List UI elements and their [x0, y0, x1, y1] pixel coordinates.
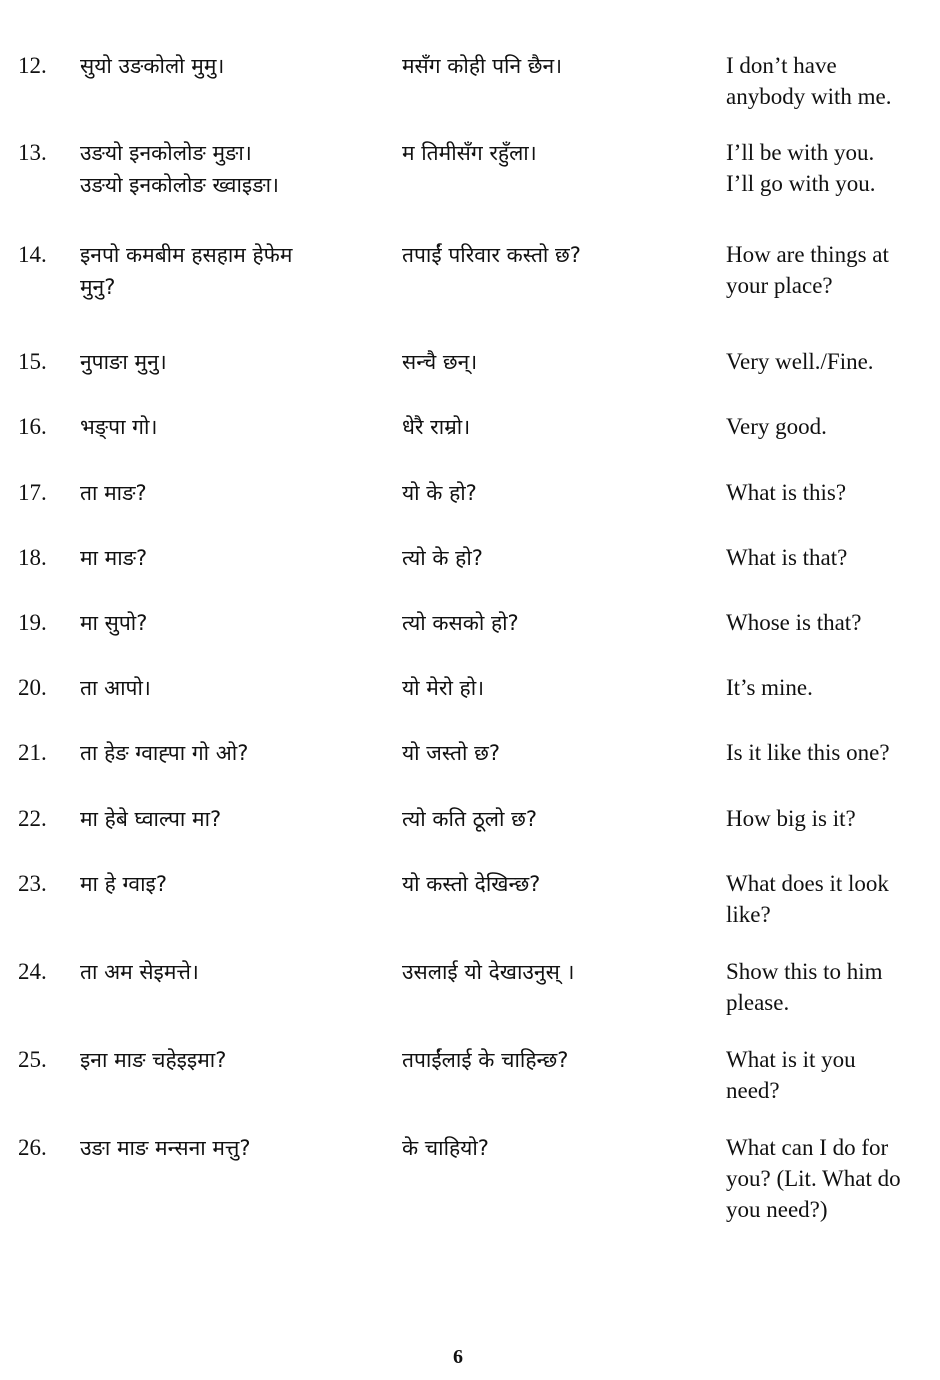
nepali-text-column: [402, 672, 702, 704]
nepali-text-line: सन्चै छन्।: [402, 350, 478, 374]
english-text-line: need?: [726, 1078, 780, 1103]
english-text-column: [726, 737, 931, 768]
nepali-text-column: [402, 956, 702, 988]
limbu-text-line: मा हे ग्वाइ?: [80, 872, 167, 896]
nepali-text-line: यो जस्तो छ?: [402, 741, 500, 765]
english-text-line: you? (Lit. What do: [726, 1166, 901, 1191]
limbu-text-line: ता आपो।: [80, 676, 151, 700]
limbu-text-line: मा सुपो?: [80, 611, 148, 635]
limbu-text-line: इना माङ चहेइइमा?: [80, 1048, 227, 1072]
english-text-line: I’ll go with you.: [726, 171, 876, 196]
page-number: 6: [453, 1346, 463, 1368]
limbu-text-column: [80, 737, 380, 769]
limbu-text-line: ता माङ?: [80, 481, 147, 505]
nepali-text-column: [402, 239, 702, 271]
english-text-line: Is it like this one?: [726, 740, 890, 765]
nepali-text-column: [402, 607, 702, 639]
limbu-text-line: उङा माङ मन्सना मत्तु?: [80, 1136, 251, 1160]
english-text-line: Whose is that?: [726, 610, 862, 635]
english-text-line: What is it you: [726, 1047, 856, 1072]
english-text-line: What can I do for: [726, 1135, 889, 1160]
english-text-line: I don’t have: [726, 53, 837, 78]
english-text-line: you need?): [726, 1197, 828, 1222]
english-text-line: What is this?: [726, 480, 847, 505]
limbu-text-line: मा हेबे घ्वाल्पा मा?: [80, 807, 222, 831]
nepali-text-column: [402, 477, 702, 509]
limbu-text-line: मा माङ?: [80, 546, 148, 570]
nepali-text-line: त्यो कसको हो?: [402, 611, 519, 635]
nepali-text-column: [402, 737, 702, 769]
english-text-line: Very well./Fine.: [726, 349, 874, 374]
limbu-text-column: [80, 239, 380, 303]
english-text-line: your place?: [726, 273, 833, 298]
nepali-text-column: [402, 542, 702, 574]
english-text-column: [726, 346, 931, 377]
nepali-text-line: यो कस्तो देखिन्छ?: [402, 872, 541, 896]
entry-number: 17.: [18, 480, 47, 505]
english-text-column: [726, 411, 931, 442]
entry-number: 15.: [18, 349, 47, 374]
english-text-line: What does it look: [726, 871, 889, 896]
nepali-text-line: त्यो कति ठूलो छ?: [402, 807, 538, 831]
english-text-column: [726, 137, 931, 199]
english-text-line: How are things at: [726, 242, 889, 267]
english-text-column: [726, 1132, 931, 1225]
limbu-text-column: [80, 607, 380, 639]
nepali-text-column: [402, 1044, 702, 1076]
english-text-column: [726, 672, 931, 703]
english-text-column: [726, 477, 931, 508]
limbu-text-column: [80, 868, 380, 900]
entry-number: 23.: [18, 871, 47, 896]
english-text-column: [726, 803, 931, 834]
entry-number: 21.: [18, 740, 47, 765]
nepali-text-line: म तिमीसँग रहुँला।: [402, 141, 537, 165]
english-text-line: like?: [726, 902, 771, 927]
limbu-text-column: [80, 803, 380, 835]
english-text-column: [726, 239, 931, 301]
nepali-text-column: [402, 803, 702, 835]
nepali-text-line: उसलाई यो देखाउनुस् ।: [402, 960, 575, 984]
english-text-line: What is that?: [726, 545, 848, 570]
limbu-text-column: [80, 477, 380, 509]
limbu-text-line: मुनु?: [80, 275, 116, 299]
limbu-text-column: [80, 672, 380, 704]
entry-number: 20.: [18, 675, 47, 700]
entry-number: 16.: [18, 414, 47, 439]
limbu-text-column: [80, 1044, 380, 1076]
english-text-line: I’ll be with you.: [726, 140, 875, 165]
limbu-text-column: [80, 956, 380, 988]
limbu-text-column: [80, 411, 380, 443]
limbu-text-line: भङ्पा गो।: [80, 415, 158, 439]
entry-number: 25.: [18, 1047, 47, 1072]
entry-number: 26.: [18, 1135, 47, 1160]
limbu-text-column: [80, 50, 380, 82]
nepali-text-line: के चाहियो?: [402, 1136, 489, 1160]
english-text-line: It’s mine.: [726, 675, 813, 700]
english-text-line: Show this to him: [726, 959, 883, 984]
nepali-text-column: [402, 346, 702, 378]
nepali-text-line: तपाईं परिवार कस्तो छ?: [402, 243, 581, 267]
english-text-column: [726, 50, 931, 112]
limbu-text-column: [80, 137, 380, 201]
english-text-column: [726, 868, 931, 930]
nepali-text-line: यो मेरो हो।: [402, 676, 485, 700]
limbu-text-line: सुयो उङकोलो मुमु।: [80, 54, 225, 78]
nepali-text-line: त्यो के हो?: [402, 546, 483, 570]
nepali-text-line: धेरै राम्रो।: [402, 415, 471, 439]
nepali-text-line: मसँग कोही पनि छैन।: [402, 54, 563, 78]
entry-number: 12.: [18, 53, 47, 78]
nepali-text-column: [402, 868, 702, 900]
entry-number: 19.: [18, 610, 47, 635]
entry-number: 14.: [18, 242, 47, 267]
nepali-text-column: [402, 411, 702, 443]
nepali-text-line: यो के हो?: [402, 481, 477, 505]
nepali-text-column: [402, 50, 702, 82]
limbu-text-line: इनपो कमबीम हसहाम हेफेम: [80, 243, 293, 267]
limbu-text-column: [80, 1132, 380, 1164]
limbu-text-line: नुपाङा मुनु।: [80, 350, 167, 374]
limbu-text-column: [80, 346, 380, 378]
english-text-line: anybody with me.: [726, 84, 892, 109]
english-text-line: please.: [726, 990, 790, 1015]
limbu-text-line: उङयो इनकोलोङ ख्वाइङा।: [80, 173, 280, 197]
entry-number: 22.: [18, 806, 47, 831]
nepali-text-column: [402, 137, 702, 169]
english-text-column: [726, 607, 931, 638]
limbu-text-line: ता अम सेइमत्ते।: [80, 960, 199, 984]
entry-number: 18.: [18, 545, 47, 570]
nepali-text-line: तपाईंलाई के चाहिन्छ?: [402, 1048, 569, 1072]
english-text-column: [726, 1044, 931, 1106]
entry-number: 24.: [18, 959, 47, 984]
english-text-line: Very good.: [726, 414, 827, 439]
english-text-line: How big is it?: [726, 806, 856, 831]
limbu-text-line: उङयो इनकोलोङ मुङा।: [80, 141, 252, 165]
english-text-column: [726, 542, 931, 573]
english-text-column: [726, 956, 931, 1018]
nepali-text-column: [402, 1132, 702, 1164]
limbu-text-column: [80, 542, 380, 574]
entry-number: 13.: [18, 140, 47, 165]
limbu-text-line: ता हेङ ग्वाह्पा गो ओ?: [80, 741, 249, 765]
